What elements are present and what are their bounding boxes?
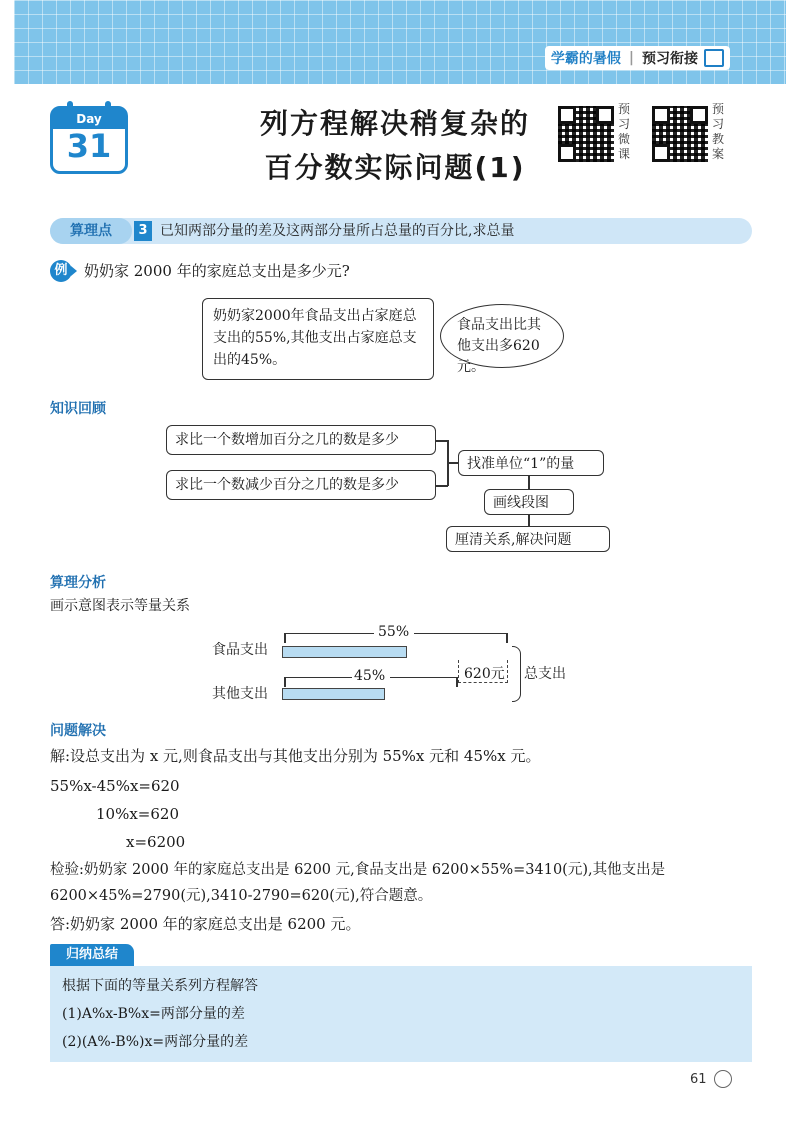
pct-food: 55% bbox=[378, 624, 410, 640]
bracket-line bbox=[414, 633, 506, 634]
review-heading: 知识回顾 bbox=[50, 401, 106, 417]
qr-corner bbox=[596, 106, 614, 124]
total-label: 总支出 bbox=[524, 666, 566, 682]
review-step-1: 找准单位“1”的量 bbox=[458, 450, 604, 476]
review-step-2: 画线段图 bbox=[484, 489, 574, 515]
day-label: Day bbox=[53, 109, 125, 129]
qr-label-lesson-plan: 预习教案 bbox=[712, 102, 725, 161]
qr-corner bbox=[558, 106, 576, 124]
bracket-line bbox=[284, 633, 374, 634]
pct-other: 45% bbox=[354, 668, 386, 684]
bracket-tick bbox=[284, 633, 286, 643]
day-number: 31 bbox=[66, 127, 112, 165]
label-other: 其他支出 bbox=[212, 686, 268, 702]
summary-line-3: (2)(A%-B%)x=两部分量的差 bbox=[62, 1034, 249, 1050]
equation-1: 55%x-45%x=620 bbox=[50, 777, 180, 795]
total-brace bbox=[512, 646, 521, 702]
summary-tag: 归纳总结 bbox=[50, 944, 134, 966]
bracket-tick bbox=[284, 677, 286, 687]
info-box: 奶奶家2000年食品支出占家庭总支出的55%,其他支出占家庭总支出的45%。 bbox=[202, 298, 434, 380]
difference-label: 620元 bbox=[464, 666, 505, 682]
review-box-decrease: 求比一个数减少百分之几的数是多少 bbox=[166, 470, 436, 500]
qr-corner bbox=[690, 106, 708, 124]
brand-separator: | bbox=[628, 50, 634, 66]
section-bar bbox=[50, 218, 752, 244]
solve-line-1: 解:设总支出为 x 元,则食品支出与其他支出分别为 55%x 元和 45%x 元。 bbox=[50, 747, 541, 765]
day-badge bbox=[50, 106, 128, 174]
equation-3: x=6200 bbox=[126, 833, 186, 851]
check-line-2: 6200×45%=2790(元),3410-2790=620(元),符合题意。 bbox=[50, 888, 433, 904]
bubble-text: 食品支出比其他支出多620元。 bbox=[457, 317, 541, 375]
brand-label bbox=[545, 46, 730, 70]
answer-line: 答:奶奶家 2000 年的家庭总支出是 6200 元。 bbox=[50, 915, 361, 933]
qr-label-micro-lesson: 预习微课 bbox=[618, 102, 631, 161]
brand-right: 预习衔接 bbox=[642, 51, 698, 67]
bar-other bbox=[282, 688, 385, 700]
summary-line-1: 根据下面的等量关系列方程解答 bbox=[62, 978, 258, 994]
connector bbox=[528, 476, 530, 490]
analysis-heading: 算理分析 bbox=[50, 575, 106, 591]
check-line-1: 检验:奶奶家 2000 年的家庭总支出是 6200 元,食品支出是 6200×55%=3410(元),其他支出是 bbox=[50, 862, 666, 878]
analysis-text: 画示意图表示等量关系 bbox=[50, 598, 190, 614]
qr-corner bbox=[652, 106, 670, 124]
bracket-tick bbox=[506, 633, 508, 643]
qr-corner bbox=[558, 144, 576, 162]
solve-heading: 问题解决 bbox=[50, 723, 106, 739]
example-badge: 例 bbox=[50, 260, 72, 282]
book-icon bbox=[704, 49, 724, 67]
equation-2: 10%x=620 bbox=[96, 805, 179, 823]
section-number: 3 bbox=[134, 221, 152, 241]
review-box-increase: 求比一个数增加百分之几的数是多少 bbox=[166, 425, 436, 455]
arrow-icon bbox=[71, 266, 77, 276]
title-line-2: 百分数实际问题(1) bbox=[264, 151, 526, 184]
speech-bubble bbox=[440, 304, 564, 375]
title-line-1: 列方程解决稍复杂的 bbox=[259, 107, 530, 140]
qr-corner bbox=[652, 144, 670, 162]
bracket-line bbox=[284, 677, 352, 678]
review-step-3: 厘清关系,解决问题 bbox=[446, 526, 610, 552]
header-band bbox=[14, 0, 786, 84]
sun-icon bbox=[714, 1070, 732, 1088]
page-title bbox=[210, 102, 580, 190]
bracket-line bbox=[390, 677, 456, 678]
example-question: 奶奶家 2000 年的家庭总支出是多少元? bbox=[84, 262, 350, 280]
section-tag: 算理点 bbox=[50, 218, 132, 244]
brand-left: 学霸的暑假 bbox=[550, 51, 621, 67]
page-number: 61 bbox=[690, 1072, 707, 1087]
section-text: 已知两部分量的差及这两部分量所占总量的百分比,求总量 bbox=[160, 223, 515, 239]
bar-food bbox=[282, 646, 407, 658]
summary-box bbox=[50, 966, 752, 1062]
summary-line-2: (1)A%x-B%x=两部分量的差 bbox=[62, 1006, 245, 1022]
label-food: 食品支出 bbox=[212, 642, 268, 658]
